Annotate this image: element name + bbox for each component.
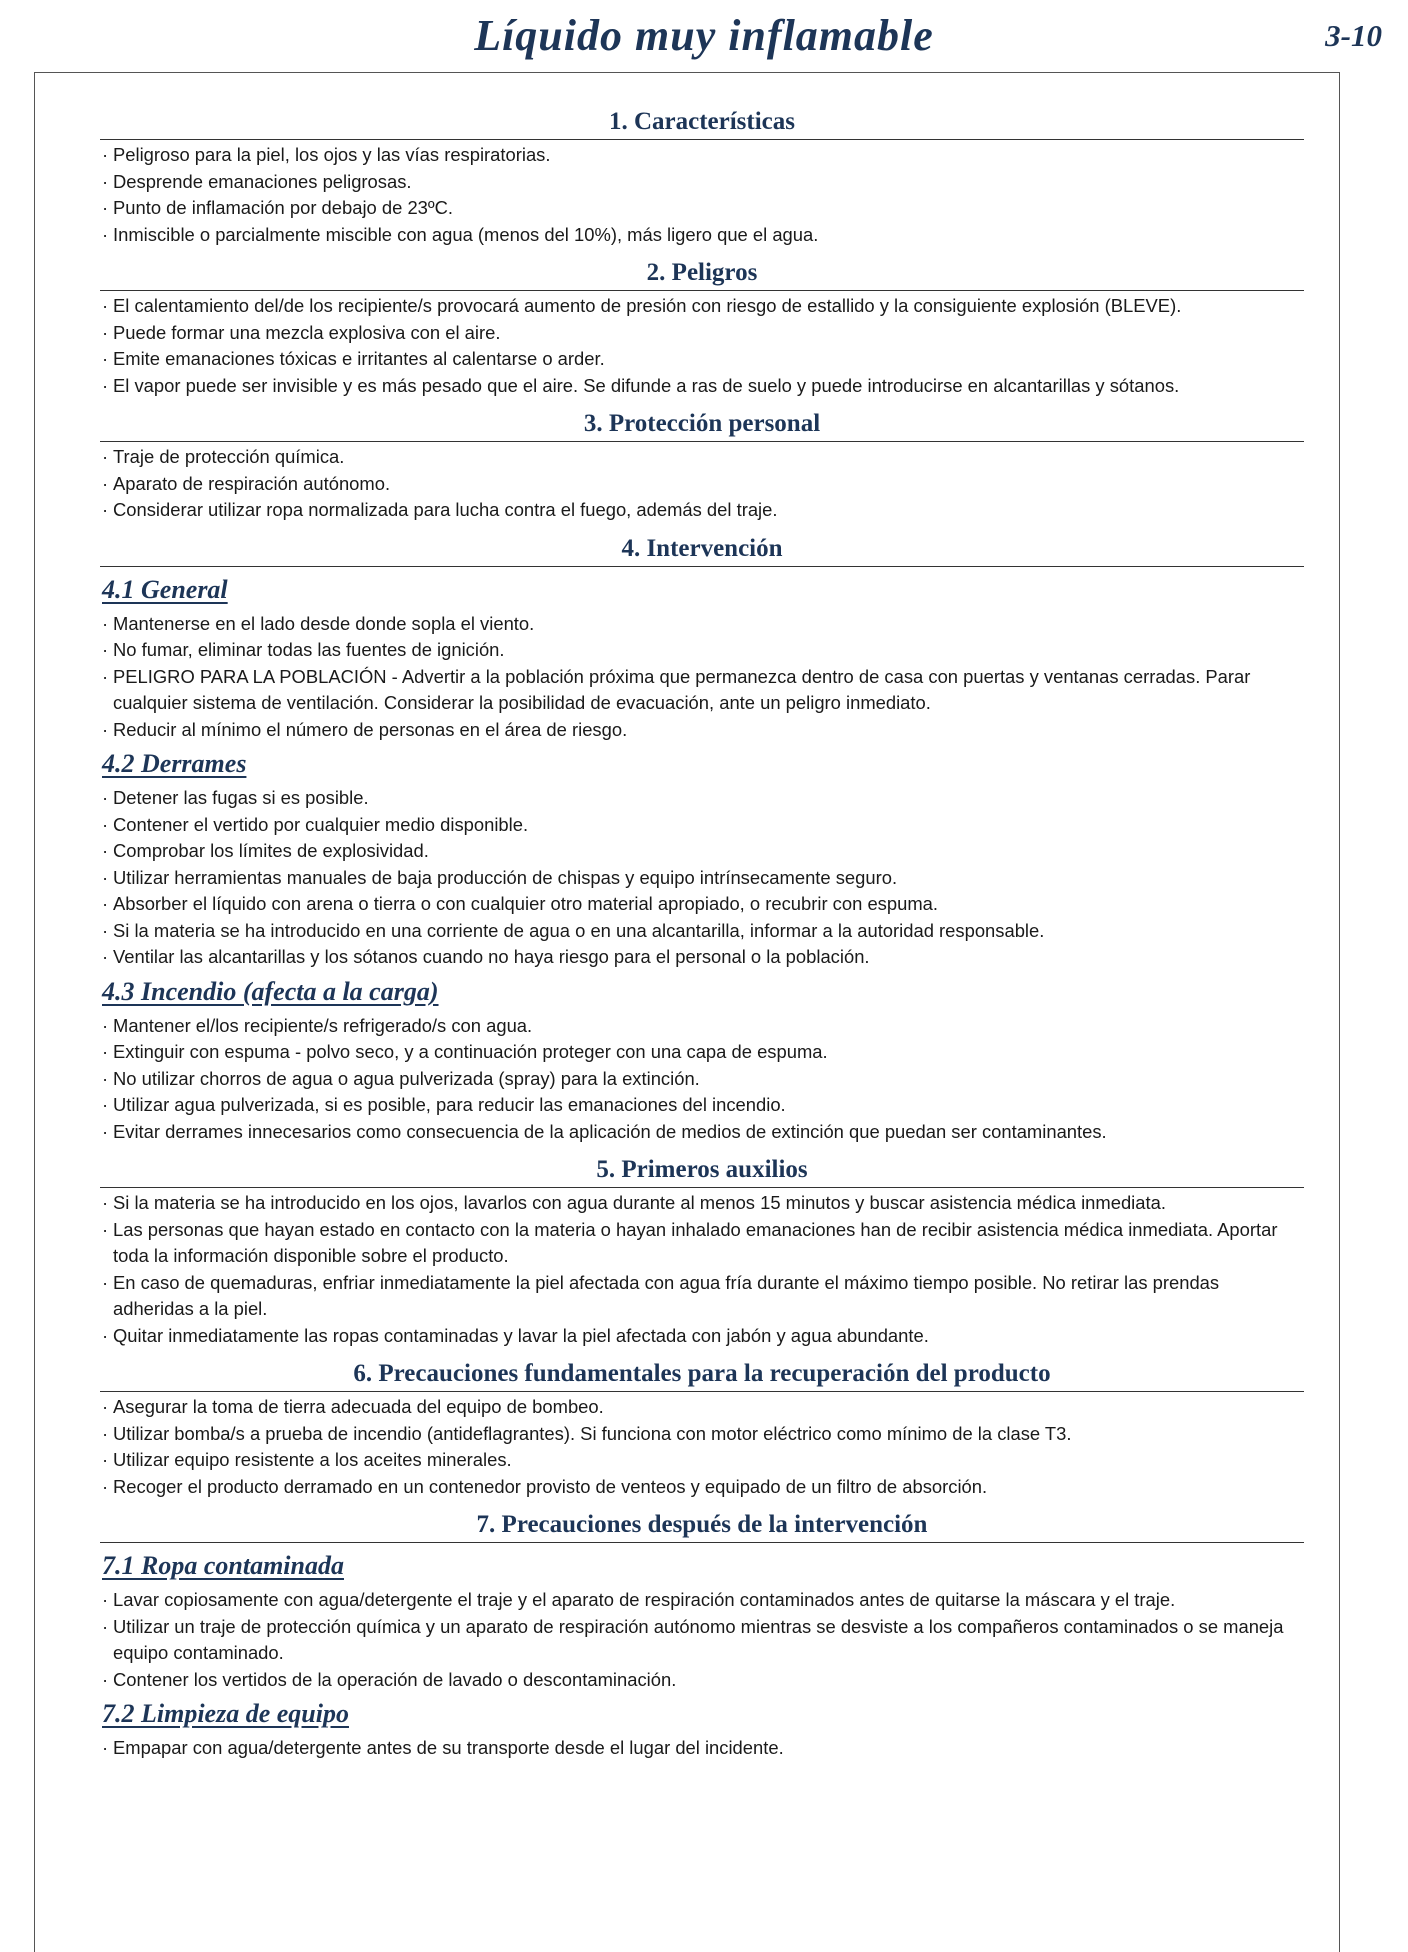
list-item: · Puede formar una mezcla explosiva con el aire.	[102, 320, 1304, 347]
list-item: · Evitar derrames innecesarios como consecuencia de la aplicación de medios de extinción que puedan ser contaminantes.	[102, 1119, 1304, 1146]
section-heading: 4. Intervención	[100, 535, 1304, 567]
item-list	[102, 293, 1304, 399]
list-item: · Utilizar agua pulverizada, si es posible, para reducir las emanaciones del incendio.	[102, 1092, 1304, 1119]
subsection-heading: 4.1 General	[102, 574, 228, 604]
section-heading: 7. Precauciones después de la intervención	[100, 1511, 1304, 1543]
list-item: · Traje de protección química.	[102, 444, 1304, 471]
page-title: Líquido muy inflamable	[474, 11, 934, 60]
list-item: · Aparato de respiración autónomo.	[102, 471, 1304, 498]
list-item: · El vapor puede ser invisible y es más pesado que el aire. Se difunde a ras de suelo y puede introducirse en alcantarillas y sótanos.	[102, 373, 1304, 400]
section-despues-intervencion	[64, 1511, 1304, 1762]
list-item: · Absorber el líquido con arena o tierra o con cualquier otro material apropiado, o recubrir con espuma.	[102, 891, 1304, 918]
list-item: · Asegurar la toma de tierra adecuada del equipo de bombeo.	[102, 1394, 1304, 1421]
section-heading: 2. Peligros	[100, 259, 1304, 291]
list-item: · Utilizar equipo resistente a los aceites minerales.	[102, 1447, 1304, 1474]
section-peligros	[64, 259, 1304, 399]
section-proteccion	[64, 410, 1304, 524]
section-recuperacion	[64, 1360, 1304, 1500]
list-item: · Utilizar bomba/s a prueba de incendio (antideflagrantes). Si funciona con motor eléctrico como mínimo de la clase T3.	[102, 1421, 1304, 1448]
list-item: · No fumar, eliminar todas las fuentes de ignición.	[102, 637, 1304, 664]
item-list	[102, 1735, 1304, 1762]
item-list	[102, 1587, 1304, 1693]
list-item: · En caso de quemaduras, enfriar inmediatamente la piel afectada con agua fría durante el máximo tiempo posible. No retirar las prendas adheridas a la piel.	[102, 1270, 1304, 1323]
item-list	[102, 785, 1304, 971]
list-item: · Contener el vertido por cualquier medio disponible.	[102, 812, 1304, 839]
list-item: · Utilizar herramientas manuales de baja producción de chispas y equipo intrínsecamente seguro.	[102, 865, 1304, 892]
list-item: · Punto de inflamación por debajo de 23ºC.	[102, 195, 1304, 222]
list-item: · Quitar inmediatamente las ropas contaminadas y lavar la piel afectada con jabón y agua abundante.	[102, 1323, 1304, 1350]
list-item: · PELIGRO PARA LA POBLACIÓN - Advertir a la población próxima que permanezca dentro de casa con puertas y ventanas cerradas. Parar cualquier sistema de ventilación. Considerar la posibilidad de evacuación, ante un peligro inmediato.	[102, 664, 1304, 717]
subsection-heading: 7.2 Limpieza de equipo	[102, 1699, 349, 1728]
list-item: · Emite emanaciones tóxicas e irritantes al calentarse o arder.	[102, 346, 1304, 373]
section-intervencion	[64, 535, 1304, 1146]
list-item: · Contener los vertidos de la operación de lavado o descontaminación.	[102, 1667, 1304, 1694]
list-item: · Lavar copiosamente con agua/detergente el traje y el aparato de respiración contaminados antes de quitarse la máscara y el traje.	[102, 1587, 1304, 1614]
section-heading: 5. Primeros auxilios	[100, 1156, 1304, 1188]
section-heading: 1. Características	[100, 108, 1304, 140]
list-item: · Recoger el producto derramado en un contenedor provisto de venteos y equipado de un filtro de absorción.	[102, 1474, 1304, 1501]
subsection-heading: 4.2 Derrames	[102, 749, 247, 778]
list-item: · Peligroso para la piel, los ojos y las vías respiratorias.	[102, 142, 1304, 169]
subsection-heading: 4.3 Incendio (afecta a la carga)	[102, 976, 439, 1006]
list-item: · Comprobar los límites de explosividad.	[102, 838, 1304, 865]
section-heading: 3. Protección personal	[100, 410, 1304, 442]
list-item: · Reducir al mínimo el número de personas en el área de riesgo.	[102, 717, 1304, 744]
item-list	[102, 142, 1304, 248]
list-item: · Mantenerse en el lado desde donde sopla el viento.	[102, 611, 1304, 638]
list-item: · Inmiscible o parcialmente miscible con agua (menos del 10%), más ligero que el agua.	[102, 222, 1304, 249]
list-item: · Si la materia se ha introducido en los ojos, lavarlos con agua durante al menos 15 minutos y buscar asistencia médica inmediata.	[102, 1190, 1304, 1217]
page-header	[0, 0, 1408, 62]
list-item: · Empapar con agua/detergente antes de su transporte desde el lugar del incidente.	[102, 1735, 1304, 1762]
list-item: · No utilizar chorros de agua o agua pulverizada (spray) para la extinción.	[102, 1066, 1304, 1093]
list-item: · Extinguir con espuma - polvo seco, y a continuación proteger con una capa de espuma.	[102, 1039, 1304, 1066]
section-heading: 6. Precauciones fundamentales para la recuperación del producto	[100, 1360, 1304, 1392]
list-item: · Considerar utilizar ropa normalizada para lucha contra el fuego, además del traje.	[102, 497, 1304, 524]
page-number: 3-10	[1325, 18, 1382, 53]
item-list	[102, 444, 1304, 524]
document-body	[34, 72, 1340, 1762]
subsection-heading: 7.1 Ropa contaminada	[102, 1551, 344, 1580]
list-item: · Desprende emanaciones peligrosas.	[102, 169, 1304, 196]
list-item: · Ventilar las alcantarillas y los sótanos cuando no haya riesgo para el personal o la población.	[102, 944, 1304, 971]
list-item: · Detener las fugas si es posible.	[102, 785, 1304, 812]
item-list	[102, 1190, 1304, 1349]
list-item: · Utilizar un traje de protección química y un aparato de respiración autónomo mientras se desviste a los compañeros contaminados o se maneja equipo contaminado.	[102, 1614, 1304, 1667]
list-item: · Si la materia se ha introducido en una corriente de agua o en una alcantarilla, informar a la autoridad responsable.	[102, 918, 1304, 945]
list-item: · Mantener el/los recipiente/s refrigerado/s con agua.	[102, 1013, 1304, 1040]
section-primeros-auxilios	[64, 1156, 1304, 1349]
item-list	[102, 1394, 1304, 1500]
list-item: · El calentamiento del/de los recipiente/s provocará aumento de presión con riesgo de estallido y la consiguiente explosión (BLEVE).	[102, 293, 1304, 320]
list-item: · Las personas que hayan estado en contacto con la materia o hayan inhalado emanaciones han de recibir asistencia médica inmediata. Aportar toda la información disponible sobre el producto.	[102, 1217, 1304, 1270]
item-list	[102, 611, 1304, 744]
item-list	[102, 1013, 1304, 1146]
section-caracteristicas	[64, 108, 1304, 248]
